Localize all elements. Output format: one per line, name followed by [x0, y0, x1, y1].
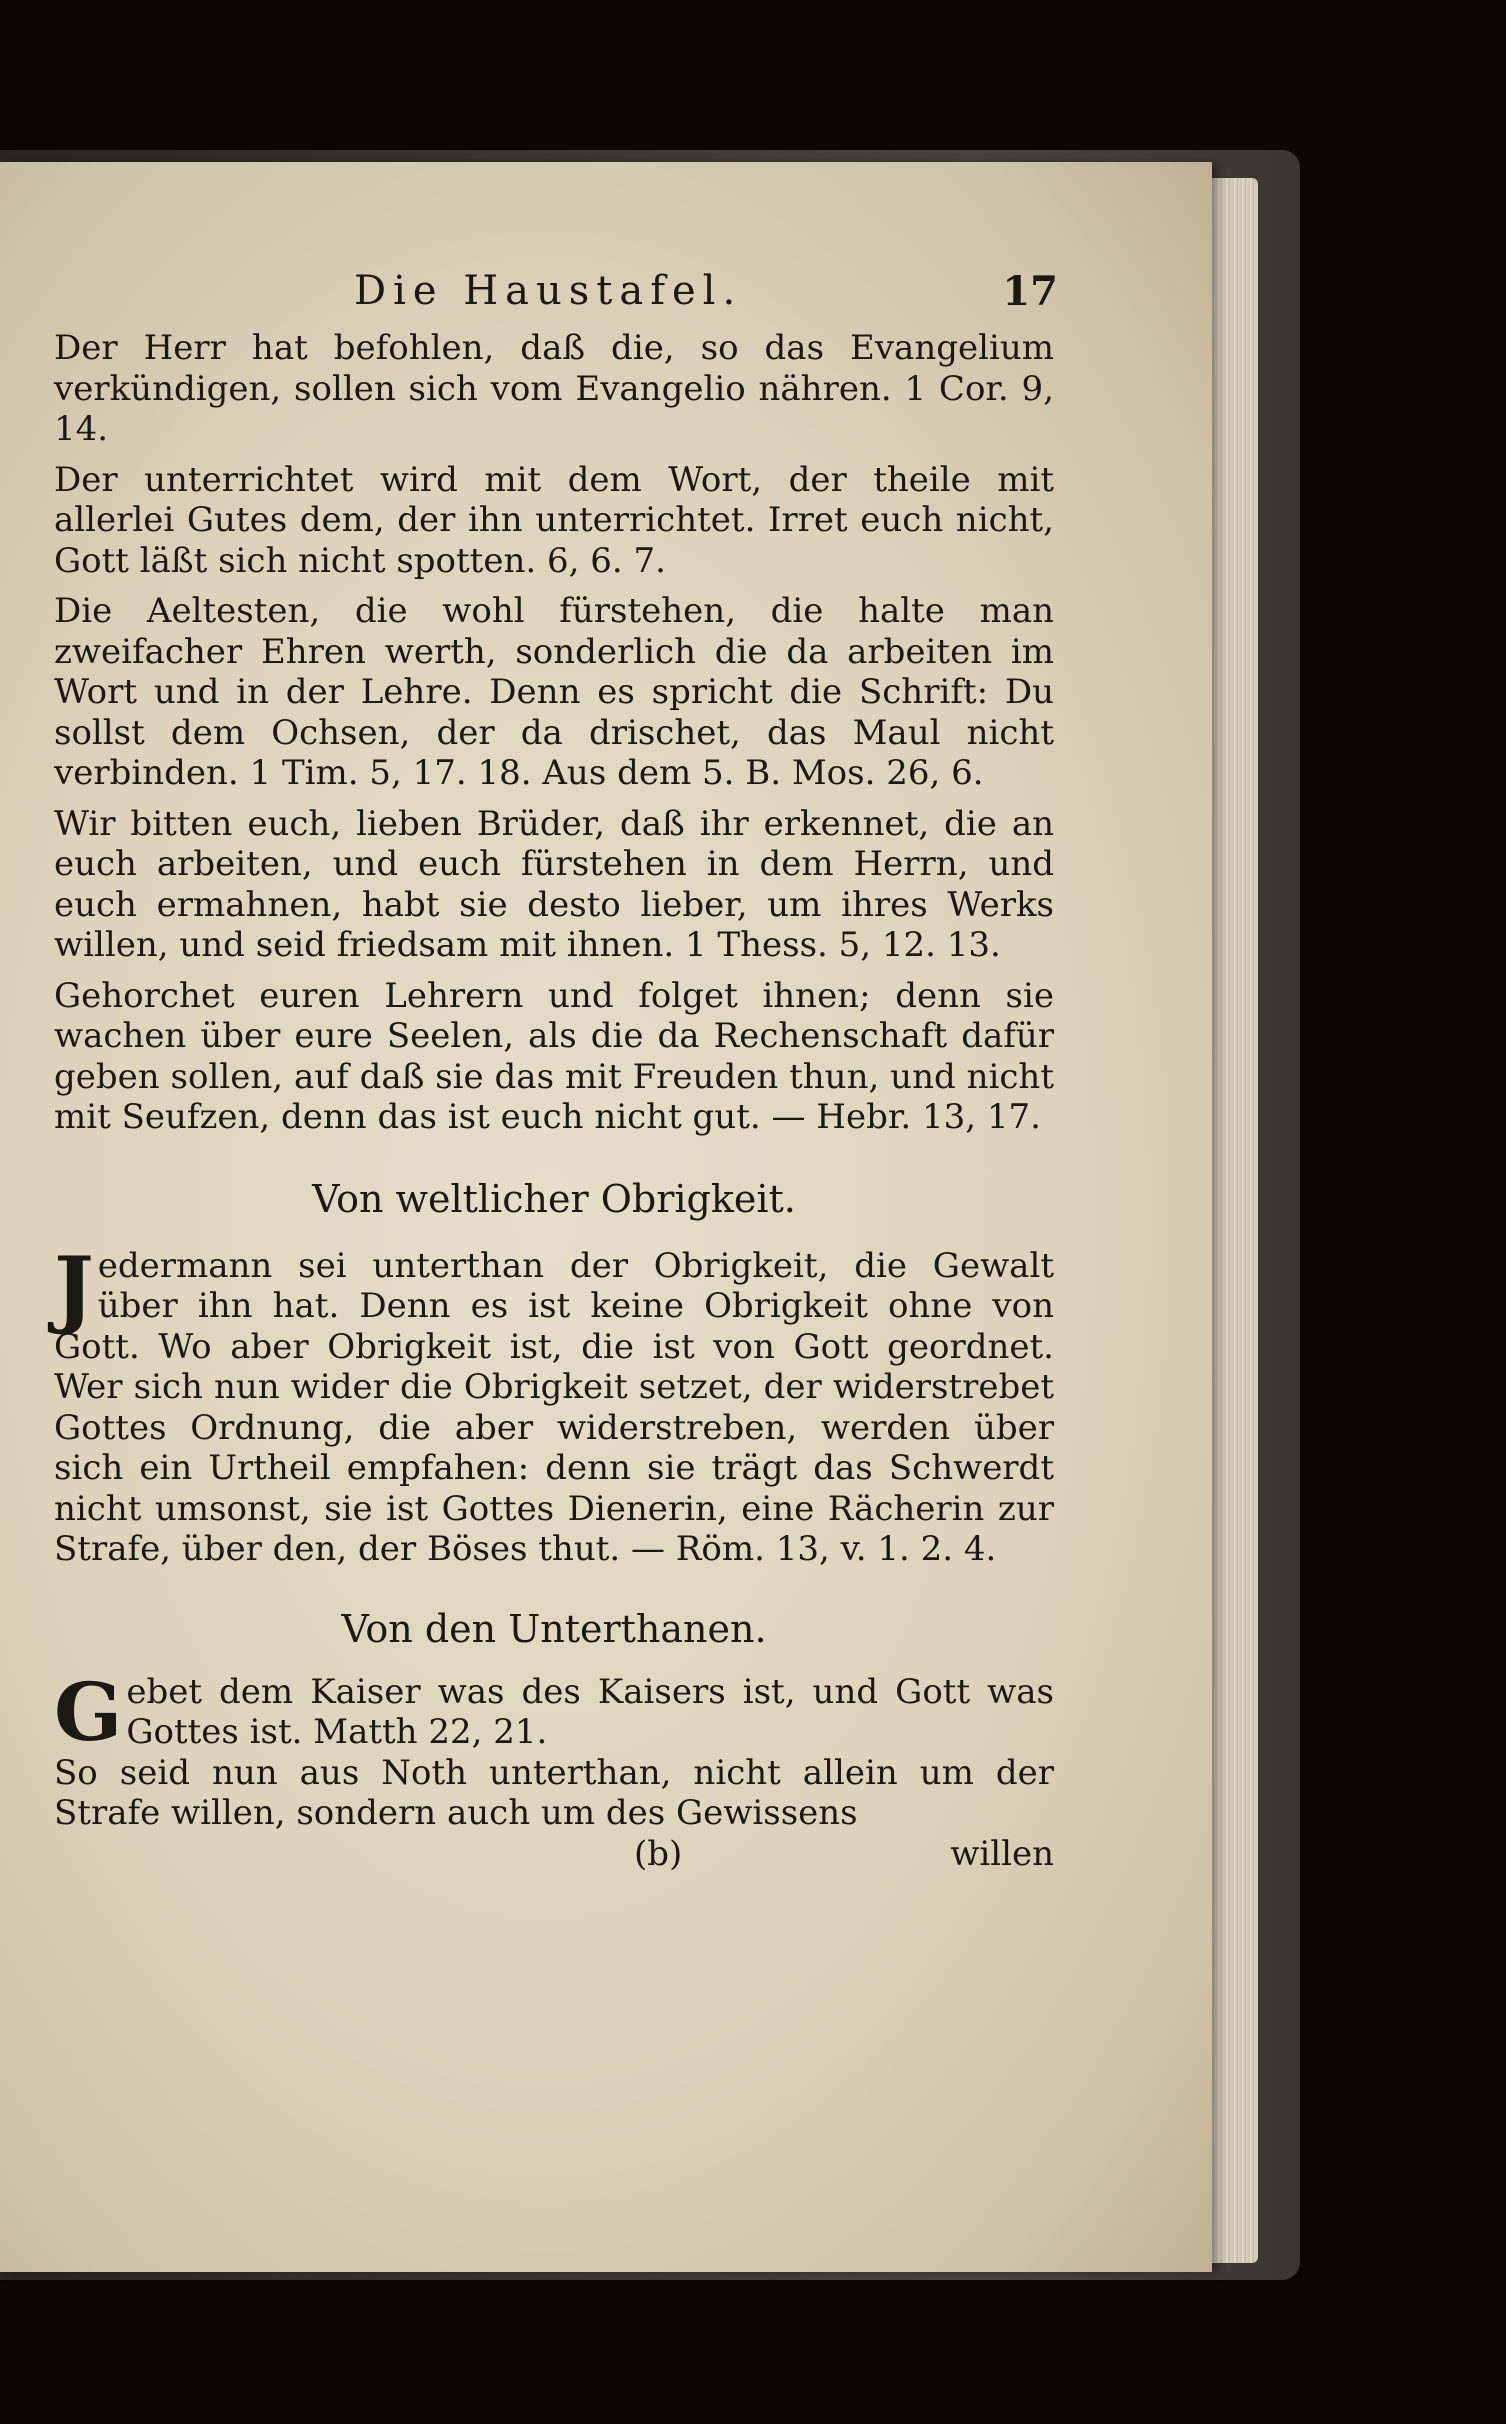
unterthanen-text: ebet dem Kaiser was des Kaisers ist, und Gott was Gottes ist. Matth 22, 21. [126, 1671, 1054, 1752]
paragraph-3: Die Aeltesten, die wohl fürstehen, die halte man zweifacher Ehren werth, sonderlich die da arbeiten im Wort und in der Lehre. Denn es spricht die Schrift: Du sollst dem Ochsen, der da drischet, das Maul nicht verbinden. 1 Tim. 5, 17. 18. Aus dem 5. B. Mos. 26, 6. [54, 591, 1054, 793]
paragraph-4: Wir bitten euch, lieben Brüder, daß ihr erkennet, die an euch arbeiten, und euch fürstehen in dem Herrn, und euch ermahnen, habt sie desto lieber, um ihres Werks willen, und seid friedsam mit ihnen. 1 Thess. 5, 12. 13. [54, 803, 1054, 965]
drop-cap-g: G [54, 1664, 123, 1759]
catchword: willen [950, 1833, 1054, 1874]
page-footer [54, 1834, 1054, 1878]
unterthanen-paragraph-2: So seid nun aus Noth unterthan, nicht allein um der Strafe willen, sondern auch um des Gewissens [54, 1752, 1054, 1833]
section-heading-obrigkeit: Von weltlicher Obrigkeit. [312, 1176, 796, 1221]
paragraph-2: Der unterrichtet wird mit dem Wort, der theile mit allerlei Gutes dem, der ihn unterrichtet. Irret euch nicht, Gott läßt sich nicht spotten. 6, 6. 7. [54, 459, 1054, 581]
obrigkeit-paragraph [54, 1237, 1054, 1570]
running-head [54, 268, 1058, 328]
page-number: 17 [1002, 268, 1058, 315]
paragraph-5: Gehorchet euren Lehrern und folget ihnen; denn sie wachen über eure Seelen, als die da Rechenschaft dafür geben sollen, auf daß sie das mit Freuden thun, und nicht mit Seufzen, denn das ist euch nicht gut. — Hebr. 13, 17. [54, 975, 1054, 1137]
running-title: Die Haustafel. [354, 268, 743, 314]
section-heading-unterthanen: Von den Unterthanen. [341, 1606, 767, 1651]
paragraph-1: Der Herr hat befohlen, daß die, so das Evangelium verkündigen, sollen sich vom Evangelio nähren. 1 Cor. 9, 14. [54, 328, 1054, 449]
signature-mark: (b) [634, 1833, 683, 1874]
drop-cap-j: J [54, 1237, 94, 1337]
unterthanen-paragraph [54, 1664, 1054, 1759]
book-page [0, 162, 1212, 2272]
page-text-block [54, 268, 1058, 1878]
obrigkeit-text: edermann sei unterthan der Obrigkeit, die Gewalt über ihn hat. Denn es ist keine Obrigkeit ohne von Gott. Wo aber Obrigkeit ist, die ist von Gott geordnet. Wer sich nun wider die Obrigkeit setzet, der widerstrebet Gottes Ordnung, die aber widerstreben, werden über sich ein Urtheil empfahen: denn sie trägt das Schwerdt nicht umsonst, sie ist Gottes Dienerin, eine Rächerin zur Strafe, über den, der Böses thut. — Röm. 13, v. 1. 2. 4. [54, 1245, 1054, 1569]
